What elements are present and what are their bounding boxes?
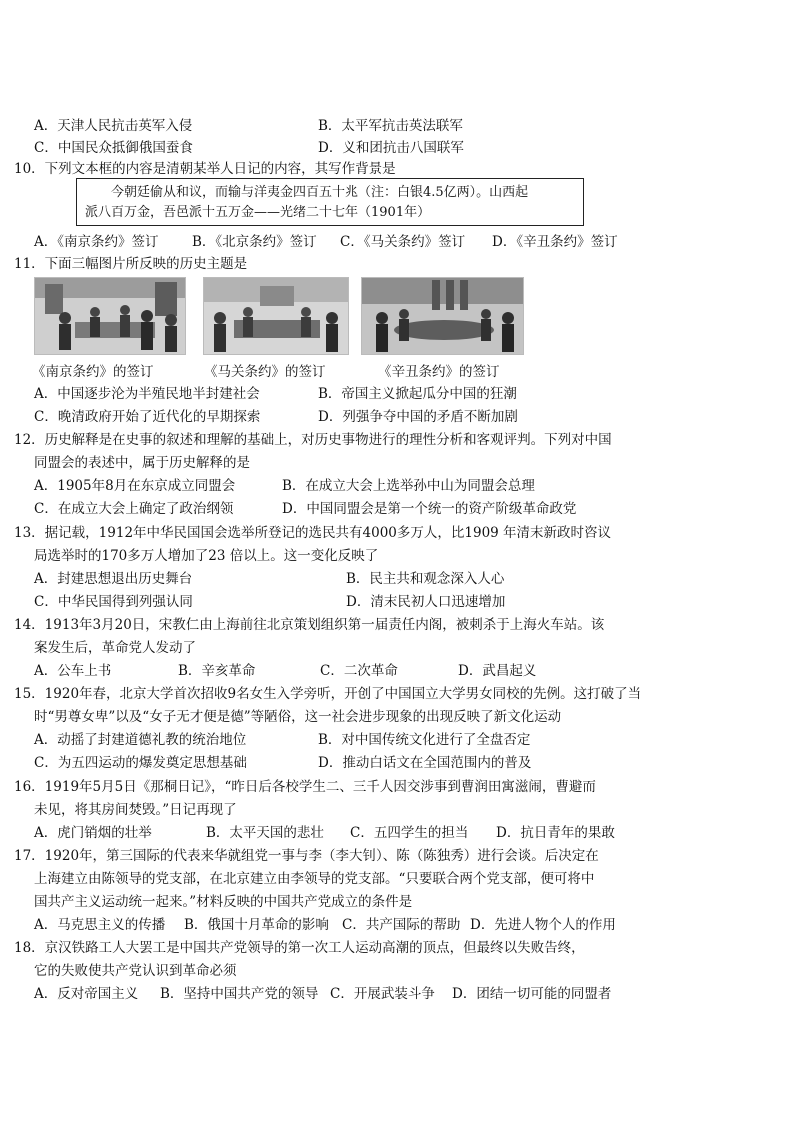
q12-stem-line-2: 同盟会的表述中，属于历史解释的是 <box>34 455 250 471</box>
q9-option-d: D．义和团抗击八国联军 <box>318 140 464 156</box>
q15-option-d: D．推动白话文在全国范围内的普及 <box>318 755 532 771</box>
caption-maguan-treaty: 《马关条约》的签订 <box>204 364 326 380</box>
q11-option-c: C．晚清政府开始了近代化的早期探索 <box>34 409 261 425</box>
q16-option-a: A．虎门销烟的壮举 <box>34 825 152 841</box>
q15-option-b: B．对中国传统文化进行了全盘否定 <box>318 732 531 748</box>
q11-option-d: D．列强争夺中国的矛盾不断加剧 <box>318 409 518 425</box>
q16-option-c: C．五四学生的担当 <box>350 825 469 841</box>
q12-option-b: B．在成立大会上选举孙中山为同盟会总理 <box>282 478 535 494</box>
q10-text-box <box>76 178 584 226</box>
caption-nanjing-treaty: 《南京条约》的签订 <box>32 364 154 380</box>
q9-option-c: C．中国民众抵御俄国蚕食 <box>34 140 193 156</box>
q9-option-b: B．太平军抗击英法联军 <box>318 118 463 134</box>
q11-option-a: A．中国逐步沦为半殖民地半封建社会 <box>34 386 260 402</box>
q10-box-line-1: 今朝廷偷从和议，而输与洋夷金四百五十兆（注：白银4.5亿两）。山西起 <box>111 185 529 200</box>
q12-option-c: C．在成立大会上确定了政治纲领 <box>34 501 234 517</box>
q13-option-a: A．封建思想退出历史舞台 <box>34 571 193 587</box>
q15-option-a: A．动摇了封建道德礼教的统治地位 <box>34 732 247 748</box>
q17-option-a: A．马克思主义的传播 <box>34 917 166 933</box>
q18-option-b: B．坚持中国共产党的领导 <box>160 986 319 1002</box>
q12-option-a: A．1905年8月在东京成立同盟会 <box>34 478 236 494</box>
q14-option-b: B．辛亥革命 <box>178 663 256 679</box>
q13-option-b: B．民主共和观念深入人心 <box>346 571 505 587</box>
photo-nanjing-treaty <box>34 277 186 355</box>
q11-stem: 11．下面三幅图片所反映的历史主题是 <box>14 256 248 272</box>
q16-option-b: B．太平天国的悲壮 <box>206 825 324 841</box>
q15-option-c: C．为五四运动的爆发奠定思想基础 <box>34 755 247 771</box>
photo-xinchou-treaty <box>361 277 524 355</box>
q16-stem-line-1: 16．1919年5月5日《那桐日记》，“昨日后各校学生二、三千人因交涉事到曹润田寓滋闹，曹避而 <box>14 779 596 795</box>
q14-stem-line-2: 案发生后，革命党人发动了 <box>34 640 196 656</box>
q14-stem-line-1: 14．1913年3月20日，宋教仁由上海前往北京策划组织第一届责任内阁，被刺杀于上海火车站。该 <box>14 617 605 633</box>
q10-option-d: D．《辛丑条约》签订 <box>492 234 618 250</box>
q15-stem-line-2: 时“男尊女卑”以及“女子无才便是德”等陋俗，这一社会进步现象的出现反映了新文化运动 <box>34 709 562 725</box>
q18-option-c: C．开展武装斗争 <box>330 986 435 1002</box>
q17-stem-line-3: 国共产主义运动统一起来。”材料反映的中国共产党成立的条件是 <box>34 894 413 910</box>
q16-stem-line-2: 未见，将其房间焚毁。”日记再现了 <box>34 802 237 818</box>
q16-option-d: D．抗日青年的果敢 <box>496 825 615 841</box>
q17-option-c: C．共产国际的帮助 <box>342 917 461 933</box>
q13-option-d: D．清末民初人口迅速增加 <box>346 594 506 610</box>
q14-option-d: D．武昌起义 <box>458 663 537 679</box>
q12-option-d: D．中国同盟会是第一个统一的资产阶级革命政党 <box>282 501 577 517</box>
q17-stem-line-2: 上海建立由陈领导的党支部，在北京建立由李领导的党支部。“只要联合两个党支部，便可将中 <box>34 871 595 887</box>
q18-option-d: D．团结一切可能的同盟者 <box>452 986 612 1002</box>
q10-option-a: A．《南京条约》签订 <box>34 234 159 250</box>
q18-option-a: A．反对帝国主义 <box>34 986 139 1002</box>
q11-option-b: B．帝国主义掀起瓜分中国的狂潮 <box>318 386 517 402</box>
photo-nanjing-treaty-image <box>35 278 186 355</box>
photo-maguan-treaty-image <box>204 278 349 355</box>
q17-option-d: D．先进人物个人的作用 <box>470 917 616 933</box>
q12-stem-line-1: 12．历史解释是在史事的叙述和理解的基础上，对历史事物进行的理性分析和客观评判。下列对中国 <box>14 432 612 448</box>
q15-stem-line-1: 15．1920年春，北京大学首次招收9名女生入学旁听，开创了中国国立大学男女同校的先例。这打破了当 <box>14 686 642 702</box>
q10-option-c: C．《马关条约》签订 <box>340 234 466 250</box>
q9-option-a: A．天津人民抗击英军入侵 <box>34 118 193 134</box>
photo-maguan-treaty <box>203 277 349 355</box>
q10-stem: 10．下列文本框的内容是清朝某举人日记的内容，其写作背景是 <box>14 161 396 177</box>
q17-stem-line-1: 17．1920年，第三国际的代表来华就组党一事与李（李大钊）、陈（陈独秀）进行会谈。后决定在 <box>14 848 599 864</box>
q13-option-c: C．中华民国得到列强认同 <box>34 594 193 610</box>
q10-option-b: B．《北京条约》签订 <box>192 234 317 250</box>
q13-stem-line-2: 局选举时的170多万人增加了23 倍以上。这一变化反映了 <box>34 548 379 564</box>
q10-box-line-2: 派八百万金，吾邑派十五万金——光绪二十七年（1901年） <box>85 205 431 220</box>
q14-option-a: A．公车上书 <box>34 663 112 679</box>
q13-stem-line-1: 13．据记载，1912年中华民国国会选举所登记的选民共有4000多万人，比1909 年清末新政时咨议 <box>14 525 612 541</box>
q18-stem-line-1: 18．京汉铁路工人大罢工是中国共产党领导的第一次工人运动高潮的顶点，但最终以失败告终， <box>14 940 585 956</box>
q17-option-b: B．俄国十月革命的影响 <box>184 917 329 933</box>
q18-stem-line-2: 它的失败使共产党认识到革命必须 <box>34 963 237 979</box>
caption-xinchou-treaty: 《辛丑条约》的签订 <box>378 364 500 380</box>
photo-xinchou-treaty-image <box>362 278 524 355</box>
q14-option-c: C．二次革命 <box>320 663 398 679</box>
